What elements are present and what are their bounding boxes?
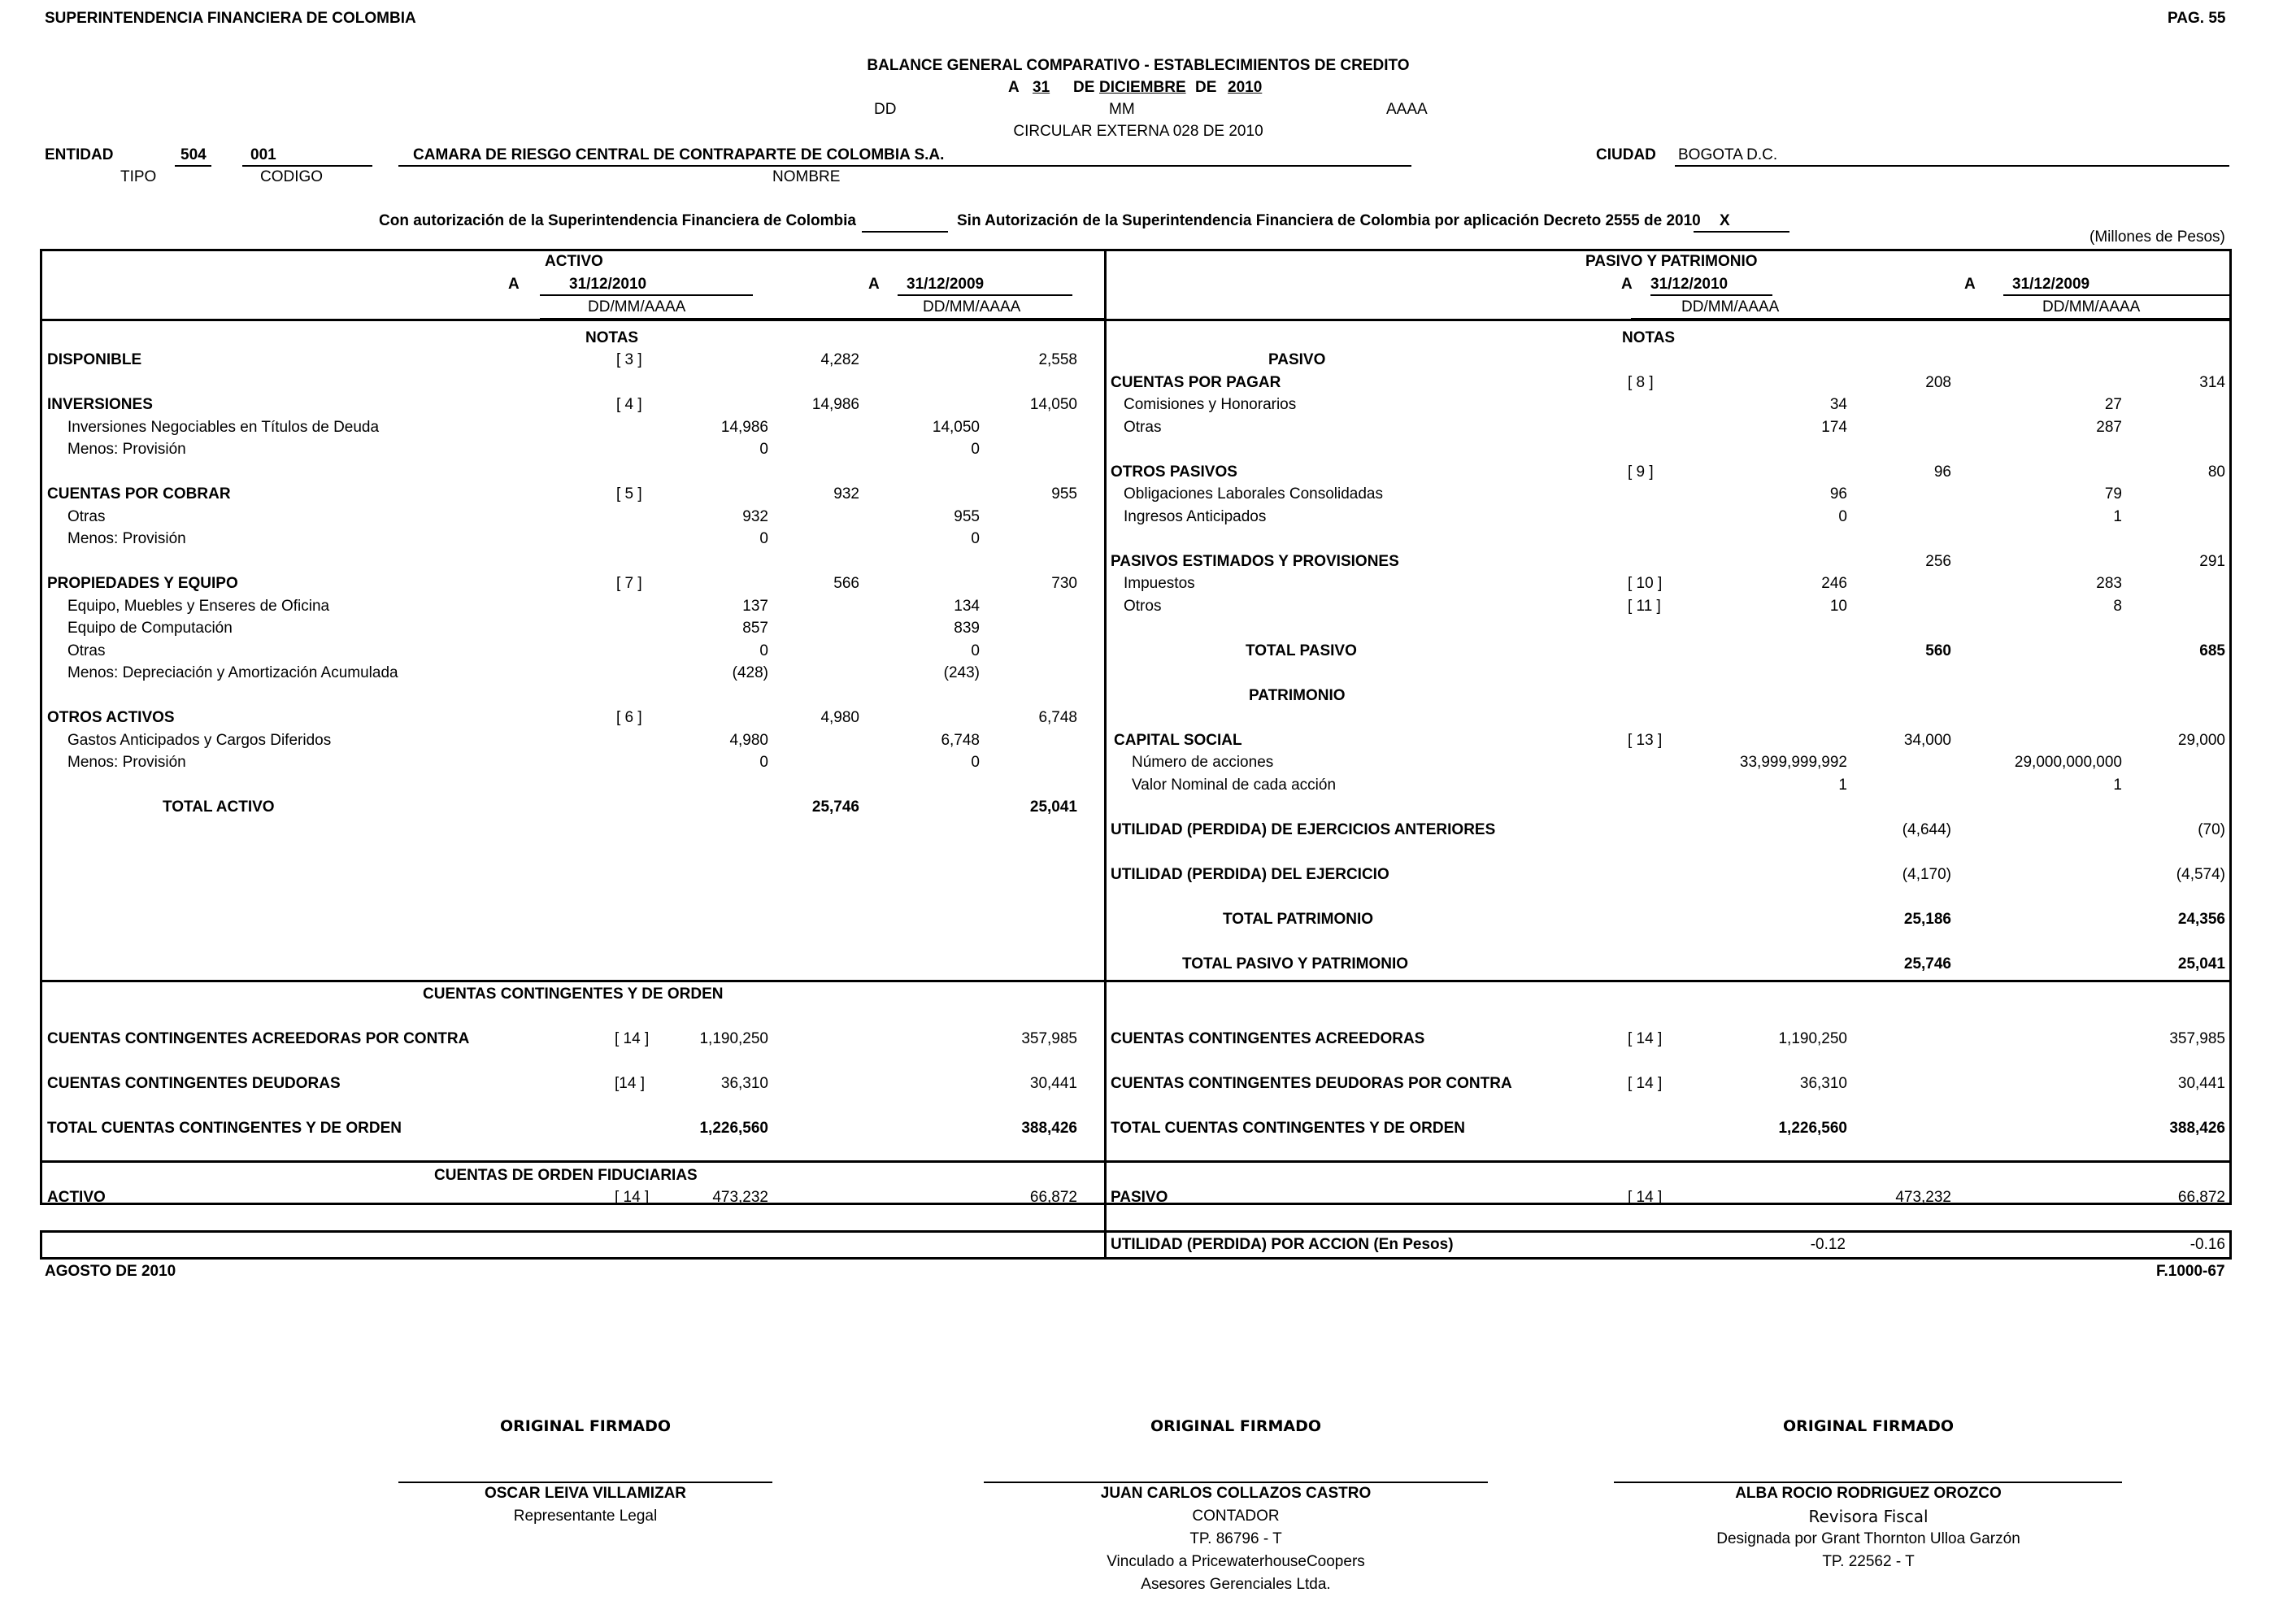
pasivo-row-total-2010: 256	[1925, 553, 1951, 570]
date-month: DICIEMBRE	[1099, 79, 1186, 96]
cont-left-note: [14 ]	[615, 1075, 645, 1092]
pasivo-row-label: Otras	[1124, 419, 1162, 436]
pasivo-row-total-2010: 34,000	[1903, 732, 1951, 749]
activo-row-label: TOTAL ACTIVO	[163, 798, 275, 816]
activo-row-note: [ 6 ]	[616, 709, 642, 726]
activo-row-total-2010: 4,980	[820, 709, 859, 726]
pasivo-row-total-2009: 685	[2199, 642, 2225, 659]
utilidad-accion-v1: -0.12	[1810, 1236, 1846, 1253]
pasivo-row-label: Número de acciones	[1132, 754, 1274, 771]
org-name: SUPERINTENDENCIA FINANCIERA DE COLOMBIA	[45, 10, 416, 27]
activo-row-detail-2009: 0	[971, 530, 980, 547]
activo-row-label: Menos: Provisión	[67, 754, 186, 771]
signature-status: ORIGINAL FIRMADO	[499, 1417, 672, 1435]
pasivo-row-total-2010: 208	[1925, 374, 1951, 391]
pasivo-row-note: [ 10 ]	[1628, 575, 1663, 592]
fid-activo-label: ACTIVO	[47, 1189, 106, 1206]
date-day: 31	[1033, 79, 1050, 96]
activo-row-total-2010: 25,746	[811, 798, 859, 816]
pasivo-row-total-2009: 314	[2199, 374, 2225, 391]
aaaa-label: AAAA	[1386, 101, 1428, 118]
pasivo-row-detail-2010: 96	[1829, 485, 1847, 503]
cont-right-note: [ 14 ]	[1628, 1030, 1663, 1047]
cont-left-v1: 1,190,250	[699, 1030, 768, 1047]
date-de1: DE	[1073, 79, 1095, 96]
pasivo-row-total-2010: 96	[1933, 463, 1951, 481]
activo-row-detail-2009: 6,748	[941, 732, 980, 749]
activo-fmt2: DD/MM/AAAA	[923, 298, 1021, 315]
pasivo-row-label: PATRIMONIO	[1249, 687, 1346, 704]
activo-row-detail-2010: 137	[742, 598, 768, 615]
activo-row-note: [ 7 ]	[616, 575, 642, 592]
pasivo-row-total-2009: (4,574)	[2176, 866, 2225, 883]
signatory-name: OSCAR LEIVA VILLAMIZAR	[484, 1485, 687, 1502]
cont-left-label: TOTAL CUENTAS CONTINGENTES Y DE ORDEN	[47, 1120, 402, 1137]
activo-row-detail-2009: 134	[954, 598, 980, 615]
cont-left-v2: 30,441	[1029, 1075, 1077, 1092]
signatory-detail: Revisora Fiscal	[1808, 1507, 1929, 1526]
pasivo-row-label: TOTAL PASIVO	[1246, 642, 1357, 659]
activo-row-total-2010: 932	[833, 485, 859, 503]
ciudad-value: BOGOTA D.C.	[1678, 146, 1778, 163]
activo-row-detail-2009: 0	[971, 642, 980, 659]
activo-row-total-2010: 4,282	[820, 351, 859, 368]
pasivo-row-total-2009: (70)	[2198, 821, 2225, 838]
activo-row-note: [ 3 ]	[616, 351, 642, 368]
pasivo-row-total-2009: 24,356	[2177, 911, 2225, 928]
entity-name: CAMARA DE RIESGO CENTRAL DE CONTRAPARTE DE COLOMBIA S.A.	[413, 146, 945, 163]
activo-date1: 31/12/2010	[569, 276, 647, 293]
pasivo-row-total-2010: (4,170)	[1902, 866, 1951, 883]
pasivo-row-note: [ 13 ]	[1628, 732, 1663, 749]
pasivo-row-label: Comisiones y Honorarios	[1124, 396, 1297, 413]
cont-left-note: [ 14 ]	[615, 1030, 650, 1047]
activo-row-label: INVERSIONES	[47, 396, 153, 413]
activo-row-detail-2009: 955	[954, 508, 980, 525]
activo-row-label: Gastos Anticipados y Cargos Diferidos	[67, 732, 332, 749]
cont-left-v2: 388,426	[1021, 1120, 1077, 1137]
pasivo-row-label: CUENTAS POR PAGAR	[1111, 374, 1281, 391]
pasivo-row-label: OTROS PASIVOS	[1111, 463, 1237, 481]
page-number: PAG. 55	[2168, 10, 2226, 27]
cont-right-label: CUENTAS CONTINGENTES ACREEDORAS	[1111, 1030, 1425, 1047]
date-de2: DE	[1195, 79, 1217, 96]
activo-row-label: Otras	[67, 642, 106, 659]
activo-row-detail-2010: 857	[742, 620, 768, 637]
pasivo-row-detail-2010: 246	[1821, 575, 1847, 592]
signature-line	[398, 1482, 772, 1483]
pasivo-row-total-2010: 560	[1925, 642, 1951, 659]
cont-right-v2: 388,426	[2169, 1120, 2225, 1137]
cont-right-v2: 30,441	[2177, 1075, 2225, 1092]
pasivo-row-label: UTILIDAD (PERDIDA) DE EJERCICIOS ANTERIORES	[1111, 821, 1496, 838]
activo-row-label: Equipo, Muebles y Enseres de Oficina	[67, 598, 330, 615]
pasivo-fmt1: DD/MM/AAAA	[1681, 298, 1780, 315]
signatory-detail: TP. 22562 - T	[1822, 1553, 1915, 1570]
pasivo-row-total-2009: 80	[2207, 463, 2225, 481]
pasivo-row-total-2010: (4,644)	[1902, 821, 1951, 838]
pasivo-fmt2: DD/MM/AAAA	[2042, 298, 2141, 315]
pasivo-row-label: TOTAL PATRIMONIO	[1223, 911, 1374, 928]
pasivo-row-detail-2010: 10	[1829, 598, 1847, 615]
cont-left-v1: 36,310	[720, 1075, 768, 1092]
cont-left-label: CUENTAS CONTINGENTES DEUDORAS	[47, 1075, 341, 1092]
pasivo-row-label: Otros	[1124, 598, 1162, 615]
activo-row-detail-2009: 0	[971, 754, 980, 771]
units-note: (Millones de Pesos)	[2089, 228, 2225, 246]
pasivo-row-note: [ 11 ]	[1628, 598, 1661, 615]
activo-row-label: Otras	[67, 508, 106, 525]
activo-row-detail-2010: 4,980	[729, 732, 768, 749]
activo-row-detail-2010: (428)	[732, 664, 768, 681]
activo-row-label: OTROS ACTIVOS	[47, 709, 175, 726]
pasivo-row-note: [ 8 ]	[1628, 374, 1654, 391]
pasivo-title: PASIVO Y PATRIMONIO	[1585, 253, 1758, 270]
activo-row-total-2009: 14,050	[1029, 396, 1077, 413]
signature-line	[1614, 1482, 2122, 1483]
activo-row-total-2010: 14,986	[811, 396, 859, 413]
pasivo-row-detail-2010: 34	[1829, 396, 1847, 413]
activo-row-detail-2009: 839	[954, 620, 980, 637]
cont-right-v1: 36,310	[1799, 1075, 1847, 1092]
pasivo-row-label: CAPITAL SOCIAL	[1114, 732, 1242, 749]
pasivo-row-detail-2009: 79	[2104, 485, 2122, 503]
pasivo-row-label: Impuestos	[1124, 575, 1195, 592]
signatory-detail: Asesores Gerenciales Ltda.	[1141, 1576, 1331, 1593]
activo-row-label: Menos: Depreciación y Amortización Acumulada	[67, 664, 398, 681]
con-autorizacion: Con autorización de la Superintendencia Financiera de Colombia	[379, 212, 856, 229]
activo-row-note: [ 5 ]	[616, 485, 642, 503]
cont-right-label: TOTAL CUENTAS CONTINGENTES Y DE ORDEN	[1111, 1120, 1465, 1137]
activo-row-detail-2010: 0	[759, 441, 768, 458]
circular: CIRCULAR EXTERNA 028 DE 2010	[1013, 123, 1263, 140]
activo-row-label: DISPONIBLE	[47, 351, 142, 368]
activo-row-detail-2009: (243)	[943, 664, 980, 681]
pasivo-date1: 31/12/2010	[1650, 276, 1729, 293]
activo-row-total-2009: 6,748	[1038, 709, 1077, 726]
activo-a1: A	[508, 276, 520, 293]
utilidad-accion-label: UTILIDAD (PERDIDA) POR ACCION (En Pesos)	[1111, 1236, 1454, 1253]
activo-row-label: Menos: Provisión	[67, 530, 186, 547]
activo-row-label: Menos: Provisión	[67, 441, 186, 458]
pasivo-row-detail-2009: 29,000,000,000	[2014, 754, 2122, 771]
pasivo-row-total-2010: 25,186	[1903, 911, 1951, 928]
pasivo-row-detail-2009: 283	[2096, 575, 2122, 592]
entidad-label: ENTIDAD	[45, 146, 114, 163]
activo-row-detail-2010: 14,986	[720, 419, 768, 436]
pasivo-row-detail-2009: 8	[2113, 598, 2122, 615]
fid-activo-v2: 66,872	[1029, 1189, 1077, 1206]
activo-row-label: Inversiones Negociables en Títulos de Deuda	[67, 419, 380, 436]
activo-row-total-2009: 2,558	[1038, 351, 1077, 368]
sin-autorizacion-mark: X	[1720, 212, 1730, 229]
activo-row-detail-2010: 0	[759, 642, 768, 659]
signature-status: ORIGINAL FIRMADO	[1150, 1417, 1322, 1435]
activo-row-detail-2009: 0	[971, 441, 980, 458]
pasivo-row-label: Ingresos Anticipados	[1124, 508, 1267, 525]
pasivo-row-total-2010: 25,746	[1903, 955, 1951, 972]
activo-row-total-2009: 730	[1051, 575, 1077, 592]
date-a: A	[1008, 79, 1020, 96]
pasivo-row-total-2009: 291	[2199, 553, 2225, 570]
activo-row-detail-2010: 0	[759, 530, 768, 547]
cont-left-v2: 357,985	[1021, 1030, 1077, 1047]
codigo-label: CODIGO	[260, 168, 324, 185]
signatory-detail: Vinculado a PricewaterhouseCoopers	[1107, 1553, 1365, 1570]
pasivo-row-detail-2010: 1	[1838, 777, 1847, 794]
signature-status: ORIGINAL FIRMADO	[1782, 1417, 1955, 1435]
pasivo-row-detail-2010: 0	[1838, 508, 1847, 525]
pasivo-row-label: Valor Nominal de cada acción	[1132, 777, 1337, 794]
tipo-value: 504	[180, 146, 207, 163]
date-year: 2010	[1228, 79, 1263, 96]
signatory-name: ALBA ROCIO RODRIGUEZ OROZCO	[1735, 1485, 2002, 1502]
activo-title: ACTIVO	[545, 253, 603, 270]
cont-right-v1: 1,190,250	[1778, 1030, 1847, 1047]
pasivo-row-label: PASIVO	[1268, 351, 1326, 368]
main-frame	[40, 249, 2232, 1205]
activo-row-detail-2010: 932	[742, 508, 768, 525]
pasivo-row-detail-2009: 1	[2113, 508, 2122, 525]
activo-row-total-2009: 955	[1051, 485, 1077, 503]
activo-row-total-2010: 566	[833, 575, 859, 592]
cont-right-label: CUENTAS CONTINGENTES DEUDORAS POR CONTRA	[1111, 1075, 1512, 1092]
activo-row-note: [ 4 ]	[616, 396, 642, 413]
fid-pasivo-v2: 66,872	[2177, 1189, 2225, 1206]
pasivo-date2: 31/12/2009	[2012, 276, 2090, 293]
pasivo-row-detail-2010: 33,999,999,992	[1739, 754, 1847, 771]
signatory-detail: TP. 86796 - T	[1189, 1530, 1282, 1547]
tipo-label: TIPO	[120, 168, 157, 185]
mm-label: MM	[1109, 101, 1135, 118]
pasivo-row-detail-2009: 1	[2113, 777, 2122, 794]
signatory-detail: Designada por Grant Thornton Ulloa Garzón	[1716, 1530, 2020, 1547]
utilidad-accion-v2: -0.16	[2189, 1236, 2225, 1253]
signatory-detail: Representante Legal	[513, 1508, 658, 1525]
cont-left-label: CUENTAS CONTINGENTES ACREEDORAS POR CONTRA	[47, 1030, 470, 1047]
pasivo-row-label: UTILIDAD (PERDIDA) DEL EJERCICIO	[1111, 866, 1389, 883]
signatory-name: JUAN CARLOS COLLAZOS CASTRO	[1100, 1485, 1372, 1502]
pasivo-row-detail-2009: 27	[2104, 396, 2122, 413]
signature-line	[984, 1482, 1488, 1483]
cont-left-v1: 1,226,560	[699, 1120, 768, 1137]
activo-a2: A	[868, 276, 880, 293]
fid-activo-v1: 473,232	[712, 1189, 768, 1206]
pasivo-row-detail-2010: 174	[1821, 419, 1847, 436]
fid-activo-note: [ 14 ]	[615, 1189, 650, 1206]
pasivo-row-total-2009: 29,000	[2177, 732, 2225, 749]
activo-row-label: PROPIEDADES Y EQUIPO	[47, 575, 238, 592]
center-divider	[1104, 249, 1107, 1257]
pasivo-row-label: PASIVOS ESTIMADOS Y PROVISIONES	[1111, 553, 1399, 570]
pasivo-row-label: Obligaciones Laborales Consolidadas	[1124, 485, 1383, 503]
activo-row-label: CUENTAS POR COBRAR	[47, 485, 231, 503]
activo-row-label: Equipo de Computación	[67, 620, 233, 637]
activo-row-detail-2010: 0	[759, 754, 768, 771]
footer-form: F.1000-67	[2156, 1263, 2225, 1280]
fiduciarias-title: CUENTAS DE ORDEN FIDUCIARIAS	[434, 1167, 698, 1184]
pasivo-row-total-2009: 25,041	[2177, 955, 2225, 972]
activo-date2: 31/12/2009	[907, 276, 985, 293]
fid-pasivo-label: PASIVO	[1111, 1189, 1168, 1206]
pasivo-a2: A	[1964, 276, 1976, 293]
pasivo-row-label: TOTAL PASIVO Y PATRIMONIO	[1182, 955, 1408, 972]
pasivo-row-note: [ 9 ]	[1628, 463, 1654, 481]
pasivo-a1: A	[1621, 276, 1633, 293]
activo-row-total-2009: 25,041	[1029, 798, 1077, 816]
activo-row-detail-2009: 14,050	[932, 419, 980, 436]
fid-pasivo-note: [ 14 ]	[1628, 1189, 1663, 1206]
codigo-value: 001	[250, 146, 276, 163]
pasivo-row-detail-2009: 287	[2096, 419, 2122, 436]
dd-label: DD	[874, 101, 897, 118]
report-title: BALANCE GENERAL COMPARATIVO - ESTABLECIMIENTOS DE CREDITO	[867, 57, 1410, 74]
ciudad-label: CIUDAD	[1596, 146, 1656, 163]
signatory-detail: CONTADOR	[1192, 1508, 1280, 1525]
contingentes-title: CUENTAS CONTINGENTES Y DE ORDEN	[423, 986, 724, 1003]
pasivo-notas-header: NOTAS	[1622, 329, 1676, 346]
fid-pasivo-v1: 473,232	[1895, 1189, 1951, 1206]
activo-fmt1: DD/MM/AAAA	[588, 298, 686, 315]
cont-right-v1: 1,226,560	[1778, 1120, 1847, 1137]
activo-notas-header: NOTAS	[585, 329, 639, 346]
cont-right-v2: 357,985	[2169, 1030, 2225, 1047]
cont-right-note: [ 14 ]	[1628, 1075, 1663, 1092]
nombre-label: NOMBRE	[772, 168, 841, 185]
footer-date: AGOSTO DE 2010	[45, 1263, 176, 1280]
sin-autorizacion: Sin Autorización de la Superintendencia Financiera de Colombia por aplicación Decreto 2555 de 2010	[957, 212, 1701, 229]
